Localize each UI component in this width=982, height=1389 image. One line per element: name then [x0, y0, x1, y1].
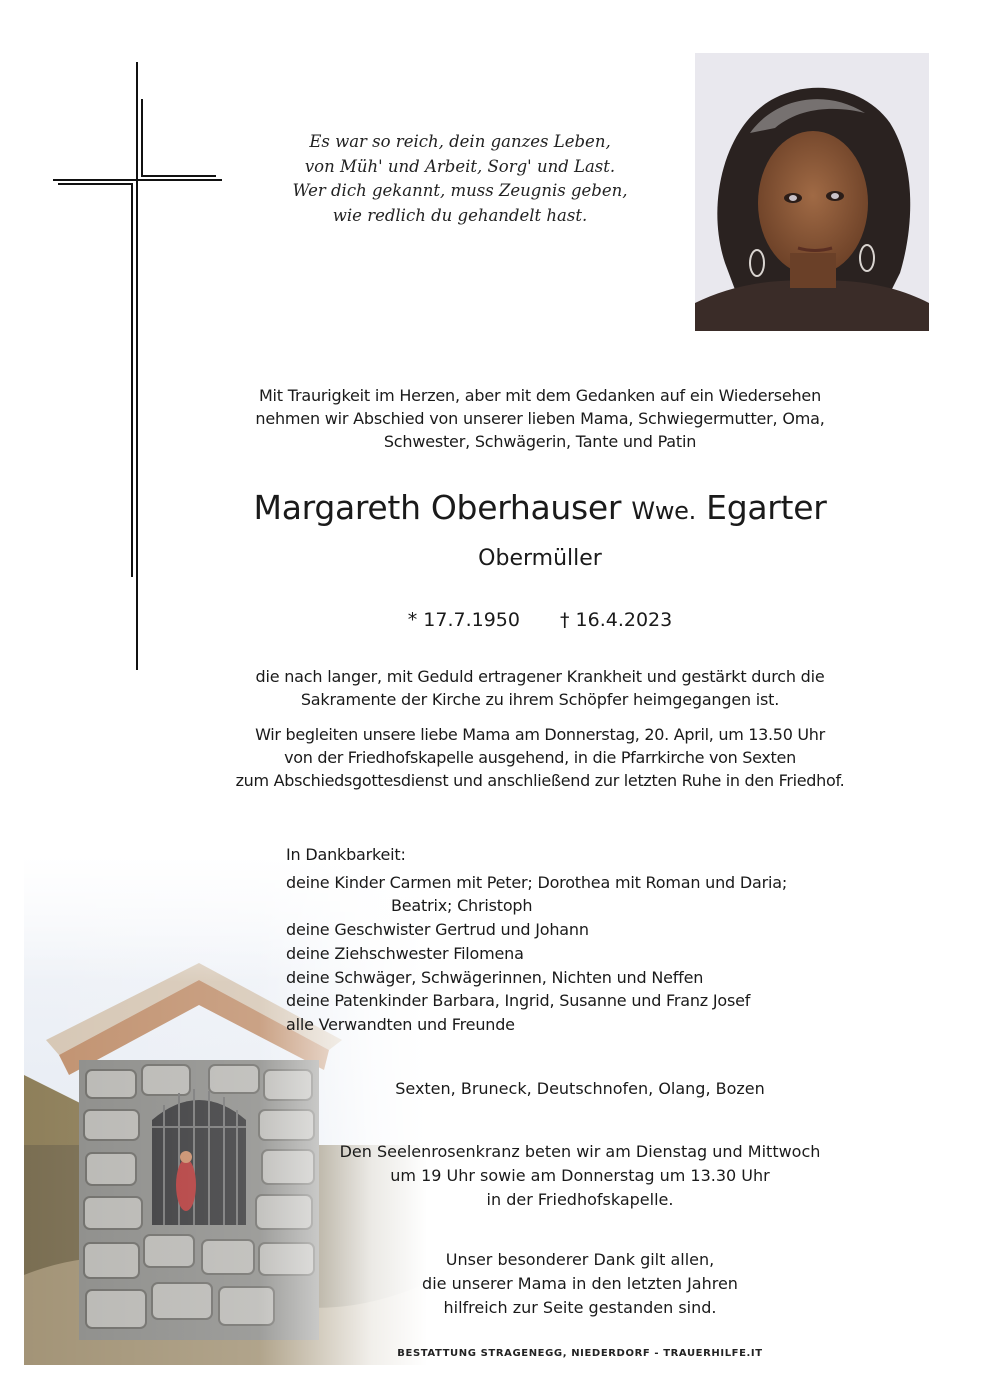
widow-prefix: Wwe. — [631, 497, 696, 525]
mourner-line: deine Kinder Carmen mit Peter; Dorothea mit Roman und Daria; — [286, 872, 788, 892]
mourner-line: deine Patenkinder Barbara, Ingrid, Susanne und Franz Josef — [286, 991, 751, 1011]
mourner-line: deine Schwäger, Schwägerinnen, Nichten und Neffen — [286, 967, 704, 987]
mourner-line: alle Verwandten und Freunde — [286, 1014, 515, 1034]
mourners-heading: In Dankbarkeit: — [286, 845, 406, 864]
death-date: † 16.4.2023 — [560, 609, 673, 631]
intro-line: Schwester, Schwägerin, Tante und Patin — [383, 432, 697, 451]
married-name: Egarter — [706, 488, 827, 527]
funeral-home-footer: BESTATTUNG STRAGENEGG, NIEDERDORF - TRAUERHILFE.IT — [397, 1348, 763, 1359]
gratitude-line: die unserer Mama in den letzten Jahren — [422, 1274, 738, 1293]
birth-date: * 17.7.1950 — [407, 609, 520, 631]
places-line: Sexten, Bruneck, Deutschnofen, Olang, Bozen — [395, 1079, 765, 1098]
passing-line: Sakramente der Kirche zu ihrem Schöpfer heimgegangen ist. — [300, 690, 780, 709]
portrait-photo — [695, 53, 929, 331]
memorial-verse — [280, 130, 640, 228]
gratitude-line: Unser besonderer Dank gilt allen, — [445, 1250, 715, 1269]
funeral-line: Wir begleiten unsere liebe Mama am Donnerstag, 20. April, um 13.50 Uhr — [255, 725, 825, 744]
intro-text — [200, 384, 880, 453]
rosary-line: in der Friedhofskapelle. — [486, 1190, 674, 1209]
intro-line: Mit Traurigkeit im Herzen, aber mit dem Gedanken auf ein Wiedersehen — [258, 386, 822, 405]
life-dates — [200, 606, 880, 634]
verse-line: wie redlich du gehandelt hast. — [332, 205, 588, 225]
funeral-line: zum Abschiedsgottesdienst und anschließend zur letzten Ruhe in den Friedhof. — [235, 771, 845, 790]
funeral-line: von der Friedhofskapelle ausgehend, in die Pfarrkirche von Sexten — [284, 748, 796, 767]
house-name: Obermüller — [478, 546, 602, 571]
verse-line: Es war so reich, dein ganzes Leben, — [309, 132, 611, 151]
gratitude-line: hilfreich zur Seite gestanden sind. — [443, 1298, 717, 1317]
name-first-last: Margareth Oberhauser — [253, 488, 622, 527]
deceased-name — [200, 486, 880, 533]
passing-line: die nach langer, mit Geduld ertragener Krankheit und gestärkt durch die — [255, 667, 825, 686]
mourner-line: Beatrix; Christoph — [391, 896, 533, 916]
cross-icon — [0, 0, 260, 700]
rosary-text — [300, 1140, 860, 1212]
rosary-line: um 19 Uhr sowie am Donnerstag um 13.30 Uhr — [390, 1166, 770, 1185]
mourners-list — [286, 843, 886, 1037]
intro-line: nehmen wir Abschied von unserer lieben Mama, Schwiegermutter, Oma, — [255, 409, 825, 428]
mourner-line: deine Geschwister Gertrud und Johann — [286, 920, 589, 940]
funeral-text — [190, 723, 890, 792]
passing-text — [190, 665, 890, 711]
rosary-line: Den Seelenrosenkranz beten wir am Dienstag und Mittwoch — [339, 1142, 821, 1161]
verse-line: von Müh' und Arbeit, Sorg' und Last. — [304, 156, 616, 176]
verse-line: Wer dich gekannt, muss Zeugnis geben, — [292, 181, 628, 200]
mourner-line: deine Ziehschwester Filomena — [286, 943, 524, 963]
gratitude-text — [300, 1248, 860, 1320]
